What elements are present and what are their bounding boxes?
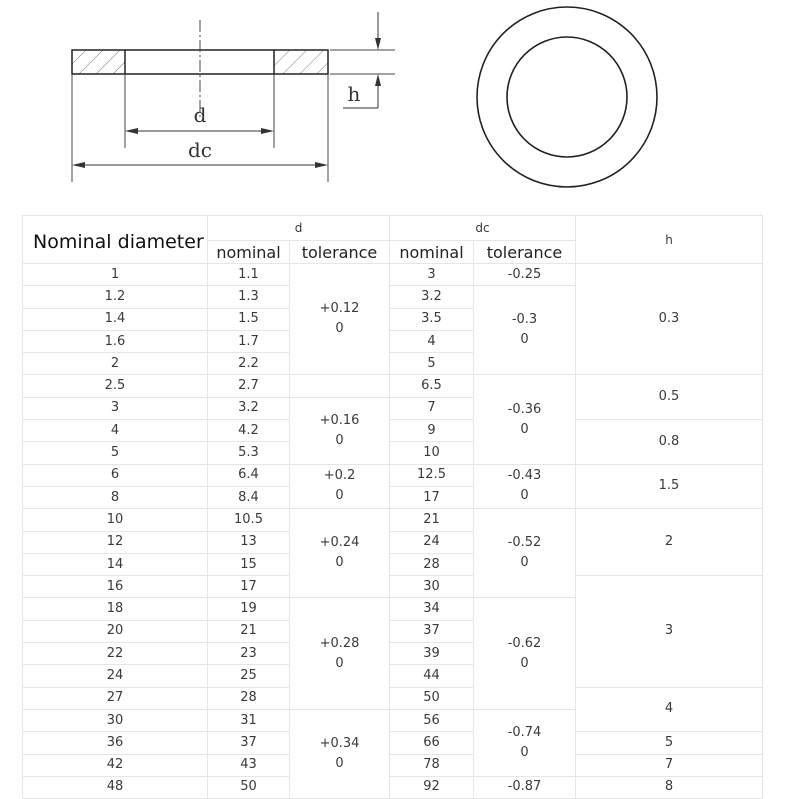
header-d-nominal: nominal <box>208 241 290 264</box>
nominal-size-cell: 48 <box>23 776 208 798</box>
nominal-size-cell: 5 <box>23 442 208 464</box>
dc-tolerance-lower: 0 <box>520 655 529 671</box>
dc-nominal-cell: 21 <box>390 509 474 531</box>
dc-nominal-cell: 37 <box>390 620 474 642</box>
dc-nominal-cell: 50 <box>390 687 474 709</box>
h-cell: 1.5 <box>576 464 763 509</box>
dc-nominal-cell: 4 <box>390 330 474 352</box>
dc-nominal-cell: 30 <box>390 576 474 598</box>
dc-tolerance-lower: 0 <box>520 488 529 504</box>
dc-tolerance-lower: 0 <box>520 332 529 348</box>
nominal-size-cell: 20 <box>23 620 208 642</box>
header-d: d <box>208 216 390 241</box>
d-tolerance-upper: +0.12 <box>319 301 360 317</box>
header-row-top <box>23 216 763 241</box>
outer-circle <box>477 7 657 187</box>
d-tolerance-empty-cell <box>290 375 390 397</box>
d-nominal-cell: 5.3 <box>208 442 290 464</box>
header-nominal-diameter: Nominal diameter <box>23 216 208 264</box>
h-cell: 0.8 <box>576 420 763 465</box>
h-cell: 4 <box>576 687 763 732</box>
dc-tolerance-upper: -0.36 <box>507 401 542 417</box>
label-h: h <box>347 82 361 106</box>
nominal-size-cell: 24 <box>23 665 208 687</box>
dc-nominal-cell: 92 <box>390 776 474 798</box>
dimension-d <box>125 103 274 134</box>
d-nominal-cell: 25 <box>208 665 290 687</box>
nominal-size-cell: 16 <box>23 576 208 598</box>
nominal-size-cell: 1.4 <box>23 308 208 330</box>
dc-nominal-cell: 3.5 <box>390 308 474 330</box>
section-right-hatch <box>274 50 328 74</box>
washer-dimension-table <box>22 215 763 799</box>
table-row <box>23 375 763 397</box>
dc-tolerance-cell <box>474 709 576 776</box>
d-nominal-cell: 13 <box>208 531 290 553</box>
h-cell: 0.3 <box>576 264 763 375</box>
dc-tolerance-cell <box>474 509 576 598</box>
nominal-size-cell: 6 <box>23 464 208 486</box>
dc-tolerance-upper: -0.3 <box>511 312 538 328</box>
d-nominal-cell: 15 <box>208 553 290 575</box>
washer-top-view <box>477 7 657 187</box>
nominal-size-cell: 3 <box>23 397 208 419</box>
washer-section-view <box>72 12 395 182</box>
d-nominal-cell: 28 <box>208 687 290 709</box>
nominal-size-cell: 2.5 <box>23 375 208 397</box>
h-cell: 8 <box>576 776 763 798</box>
d-nominal-cell: 50 <box>208 776 290 798</box>
header-d-tolerance: tolerance <box>290 241 390 264</box>
d-nominal-cell: 8.4 <box>208 486 290 508</box>
d-nominal-cell: 3.2 <box>208 397 290 419</box>
table-row <box>23 754 763 776</box>
nominal-size-cell: 27 <box>23 687 208 709</box>
dc-nominal-cell: 3 <box>390 264 474 286</box>
table-row <box>23 264 763 286</box>
d-nominal-cell: 2.2 <box>208 353 290 375</box>
d-tolerance-lower: 0 <box>335 321 344 337</box>
dimension-h <box>330 12 395 108</box>
dc-nominal-cell: 9 <box>390 420 474 442</box>
table-row <box>23 509 763 531</box>
header-dc-nominal: nominal <box>390 241 474 264</box>
dc-nominal-cell: 6.5 <box>390 375 474 397</box>
table-row <box>23 420 763 442</box>
nominal-size-cell: 22 <box>23 643 208 665</box>
h-cell: 3 <box>576 576 763 687</box>
d-nominal-cell: 31 <box>208 709 290 731</box>
dc-nominal-cell: 78 <box>390 754 474 776</box>
dc-nominal-cell: 66 <box>390 732 474 754</box>
h-cell: 2 <box>576 509 763 576</box>
nominal-size-cell: 18 <box>23 598 208 620</box>
label-dc: dc <box>187 138 213 162</box>
dc-nominal-cell: 3.2 <box>390 286 474 308</box>
dc-tolerance-lower: 0 <box>520 744 529 760</box>
nominal-size-cell: 1 <box>23 264 208 286</box>
d-tolerance-upper: +0.16 <box>319 412 360 428</box>
d-nominal-cell: 4.2 <box>208 420 290 442</box>
dc-nominal-cell: 34 <box>390 598 474 620</box>
dc-tolerance-upper: -0.74 <box>507 724 542 740</box>
d-nominal-cell: 2.7 <box>208 375 290 397</box>
d-nominal-cell: 17 <box>208 576 290 598</box>
header-dc: dc <box>390 216 576 241</box>
dc-tolerance-upper: -0.43 <box>507 468 542 484</box>
d-nominal-cell: 1.1 <box>208 264 290 286</box>
nominal-size-cell: 14 <box>23 553 208 575</box>
d-tolerance-upper: +0.2 <box>323 468 356 484</box>
dc-tolerance-cell <box>474 598 576 709</box>
d-tolerance-upper: +0.28 <box>319 635 360 651</box>
dc-nominal-cell: 12.5 <box>390 464 474 486</box>
dimension-dc <box>72 138 328 168</box>
d-nominal-cell: 19 <box>208 598 290 620</box>
dc-tolerance-cell <box>474 375 576 464</box>
dc-nominal-cell: 56 <box>390 709 474 731</box>
table-row <box>23 732 763 754</box>
d-tolerance-lower: 0 <box>335 488 344 504</box>
nominal-size-cell: 1.2 <box>23 286 208 308</box>
d-tolerance-upper: +0.24 <box>319 535 360 551</box>
label-d: d <box>193 103 207 127</box>
table-row <box>23 687 763 709</box>
inner-circle <box>507 37 627 157</box>
nominal-size-cell: 1.6 <box>23 330 208 352</box>
d-tolerance-cell <box>290 598 390 709</box>
d-nominal-cell: 37 <box>208 732 290 754</box>
nominal-size-cell: 2 <box>23 353 208 375</box>
d-nominal-cell: 1.3 <box>208 286 290 308</box>
dc-tolerance-cell <box>474 264 576 286</box>
table-row <box>23 464 763 486</box>
d-tolerance-cell <box>290 464 390 509</box>
table-row <box>23 576 763 598</box>
dc-tolerance-cell <box>474 776 576 798</box>
dc-nominal-cell: 10 <box>390 442 474 464</box>
h-cell: 7 <box>576 754 763 776</box>
nominal-size-cell: 10 <box>23 509 208 531</box>
nominal-size-cell: 8 <box>23 486 208 508</box>
dc-tolerance-upper: -0.87 <box>507 779 542 795</box>
dc-tolerance-upper: -0.62 <box>507 635 542 651</box>
d-tolerance-cell <box>290 264 390 375</box>
dc-nominal-cell: 39 <box>390 643 474 665</box>
dc-nominal-cell: 44 <box>390 665 474 687</box>
d-tolerance-lower: 0 <box>335 756 344 772</box>
section-left-hatch <box>72 50 125 74</box>
dc-nominal-cell: 24 <box>390 531 474 553</box>
d-tolerance-cell <box>290 397 390 464</box>
d-nominal-cell: 23 <box>208 643 290 665</box>
dc-nominal-cell: 28 <box>390 553 474 575</box>
dc-tolerance-cell <box>474 286 576 375</box>
header-h: h <box>576 216 763 264</box>
header-dc-tolerance: tolerance <box>474 241 576 264</box>
dc-nominal-cell: 7 <box>390 397 474 419</box>
d-nominal-cell: 43 <box>208 754 290 776</box>
washer-drawing <box>0 0 786 210</box>
nominal-size-cell: 4 <box>23 420 208 442</box>
nominal-size-cell: 12 <box>23 531 208 553</box>
dc-tolerance-upper: -0.52 <box>507 535 542 551</box>
dc-nominal-cell: 5 <box>390 353 474 375</box>
dc-tolerance-lower: 0 <box>520 555 529 571</box>
dc-tolerance-lower: 0 <box>520 421 529 437</box>
d-nominal-cell: 21 <box>208 620 290 642</box>
dc-tolerance-cell <box>474 464 576 509</box>
d-tolerance-cell <box>290 709 390 798</box>
d-tolerance-cell <box>290 509 390 598</box>
nominal-size-cell: 36 <box>23 732 208 754</box>
table-row <box>23 776 763 798</box>
dc-tolerance-upper: -0.25 <box>507 266 542 282</box>
dc-nominal-cell: 17 <box>390 486 474 508</box>
d-nominal-cell: 6.4 <box>208 464 290 486</box>
h-cell: 5 <box>576 732 763 754</box>
nominal-size-cell: 42 <box>23 754 208 776</box>
d-tolerance-lower: 0 <box>335 432 344 448</box>
d-nominal-cell: 1.5 <box>208 308 290 330</box>
d-nominal-cell: 1.7 <box>208 330 290 352</box>
d-nominal-cell: 10.5 <box>208 509 290 531</box>
h-cell: 0.5 <box>576 375 763 420</box>
d-tolerance-lower: 0 <box>335 555 344 571</box>
nominal-size-cell: 30 <box>23 709 208 731</box>
d-tolerance-lower: 0 <box>335 655 344 671</box>
d-tolerance-upper: +0.34 <box>319 736 360 752</box>
